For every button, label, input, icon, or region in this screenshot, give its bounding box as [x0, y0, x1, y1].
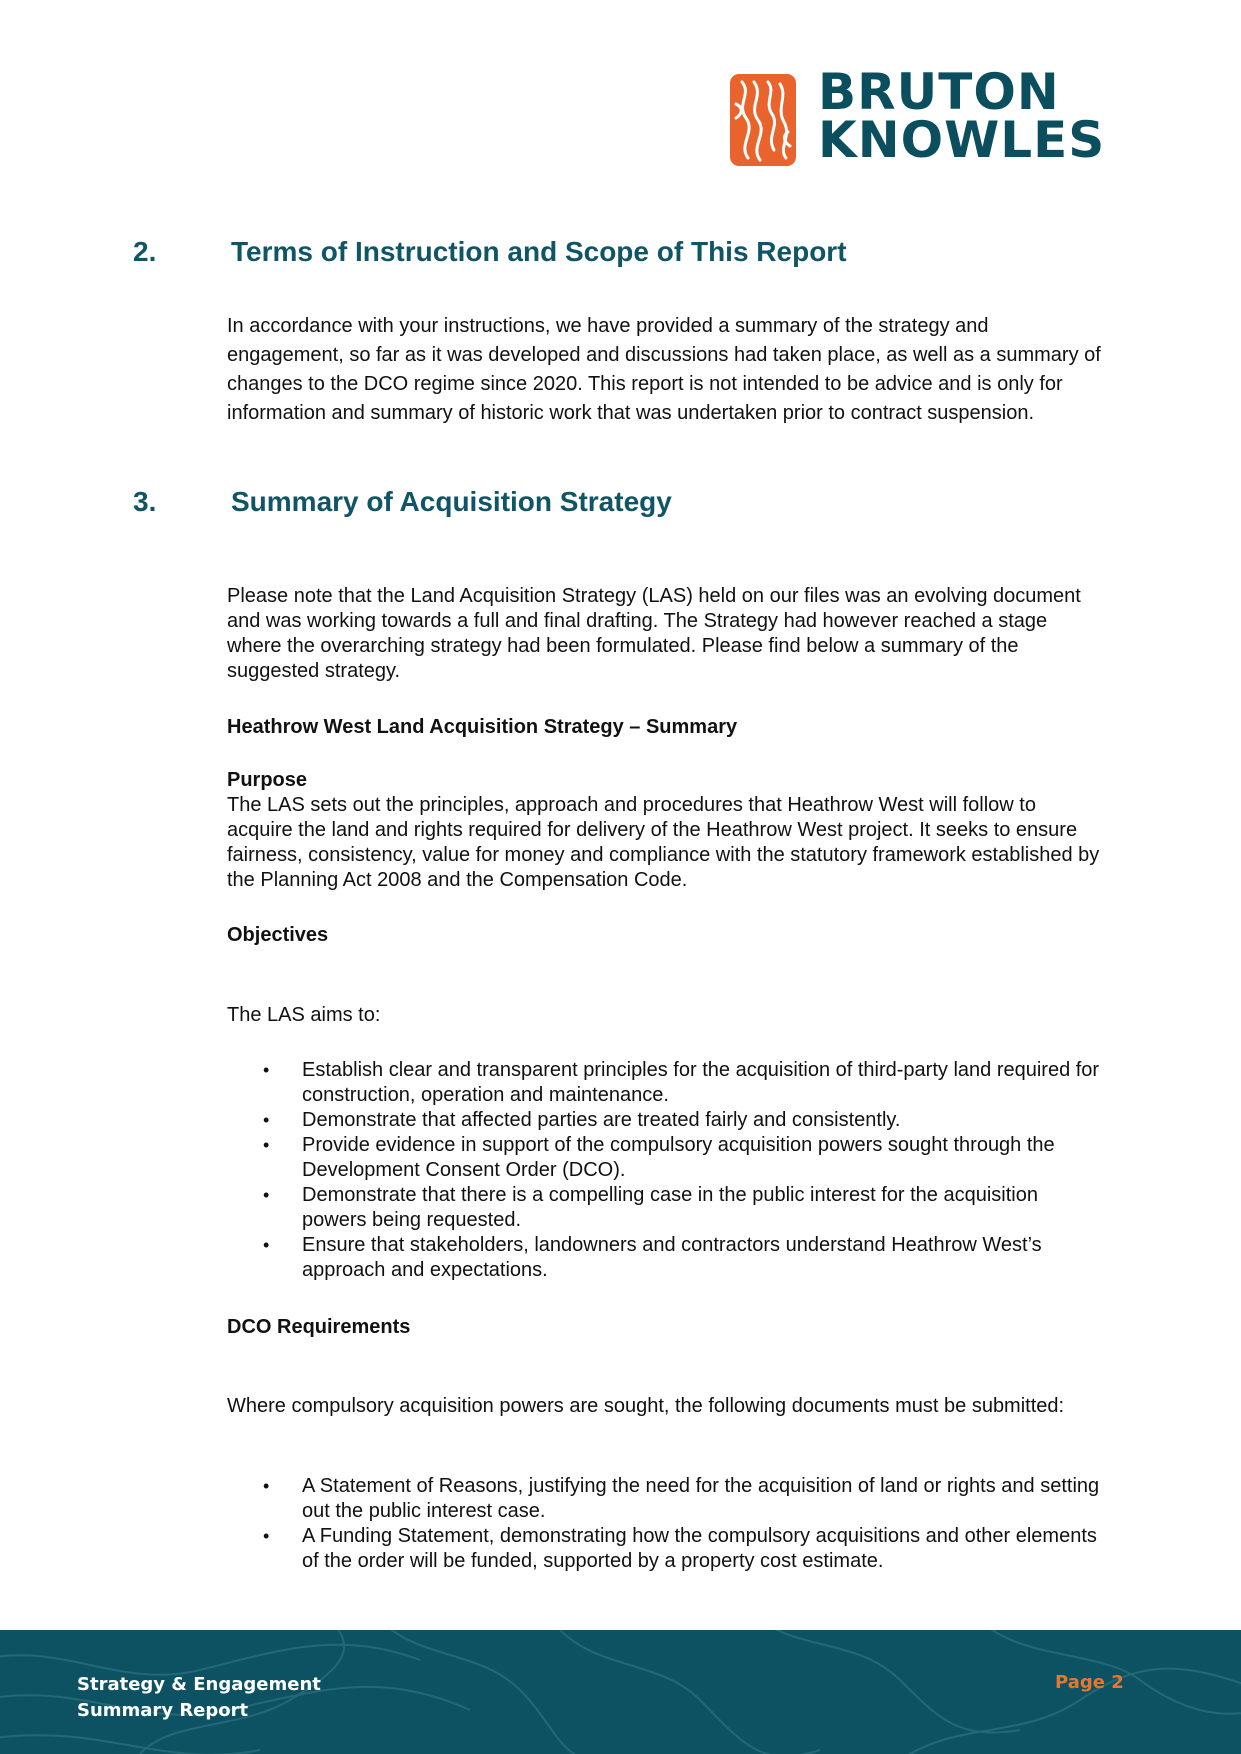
list-item: • Ensure that stakeholders, landowners and contractors understand Heathrow West’s approach and expectations. [227, 1233, 1107, 1283]
section-3-intro: Please note that the Land Acquisition Strategy (LAS) held on our files was an evolving document and was working towards a full and final drafting. The Strategy had however reached a stage where the overarching strategy had been formulated. Please find below a summary of the suggested strategy. [227, 585, 1081, 682]
las-summary-heading: Heathrow West Land Acquisition Strategy – Summary [227, 716, 738, 738]
section-2-heading [133, 236, 847, 268]
logo-line-1: BRUTON [818, 63, 1060, 121]
objectives-heading: Objectives [227, 924, 329, 946]
logo-mark-icon [730, 74, 796, 166]
dco-intro: Where compulsory acquisition powers are sought, the following documents must be submitted: [227, 1395, 1065, 1417]
dco-requirements-heading: DCO Requirements [227, 1316, 411, 1338]
section-3-heading [133, 486, 672, 518]
objectives-list [227, 1058, 1107, 1283]
footer-report-title [77, 1672, 321, 1724]
page-number: Page 2 [1055, 1672, 1124, 1693]
list-item: • Establish clear and transparent principles for the acquisition of third-party land required for construction, operation and maintenance. [227, 1058, 1107, 1108]
list-item: • A Statement of Reasons, justifying the need for the acquisition of land or rights and setting out the public interest case. [227, 1474, 1107, 1524]
objectives-intro: The LAS aims to: [227, 1004, 381, 1026]
section-2-paragraph: In accordance with your instructions, we have provided a summary of the strategy and engagement, so far as it was developed and discussions had taken place, as well as a summary of changes to the DCO regime since 2020. This report is not intended to be advice and is only for information and summary of historic work that was undertaken prior to contract suspension. [227, 315, 1101, 424]
list-item: • Provide evidence in support of the compulsory acquisition powers sought through the Development Consent Order (DCO). [227, 1133, 1107, 1183]
section-3-number: 3. [133, 486, 157, 517]
list-item: • Demonstrate that there is a compelling case in the public interest for the acquisition powers being requested. [227, 1183, 1107, 1233]
purpose-text: The LAS sets out the principles, approach and procedures that Heathrow West will follow to acquire the land and rights required for delivery of the Heathrow West project. It seeks to ensure fairness, consistency, value for money and compliance with the statutory framework established by the Planning Act 2008 and the Compensation Code. [227, 794, 1100, 891]
section-2-title: Terms of Instruction and Scope of This Report [231, 236, 847, 267]
company-logo [730, 63, 1126, 169]
logo-wordmark [818, 63, 1106, 169]
section-2-number: 2. [133, 236, 157, 267]
page-footer [0, 1630, 1241, 1754]
section-3-title: Summary of Acquisition Strategy [231, 486, 672, 517]
logo-line-2: KNOWLES [818, 111, 1106, 169]
footer-report-line-2: Summary Report [77, 1700, 249, 1721]
purpose-heading: Purpose [227, 769, 308, 791]
list-item: • A Funding Statement, demonstrating how the compulsory acquisitions and other elements of the order will be funded, supported by a property cost estimate. [227, 1524, 1107, 1574]
dco-documents-list [227, 1474, 1107, 1574]
list-item: • Demonstrate that affected parties are treated fairly and consistently. [227, 1108, 1107, 1133]
footer-report-line-1: Strategy & Engagement [77, 1674, 321, 1695]
